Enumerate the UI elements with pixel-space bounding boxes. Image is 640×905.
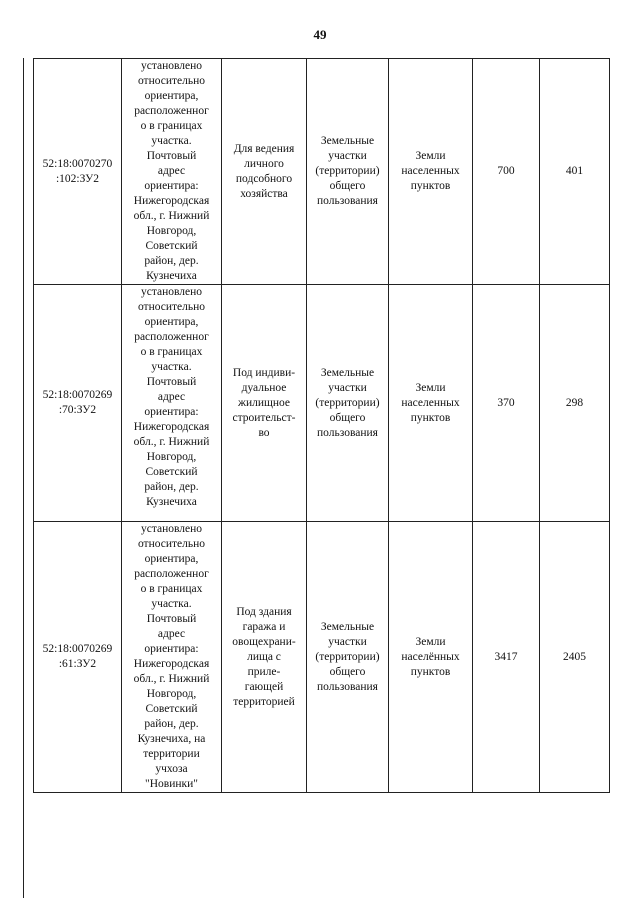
table-row [34, 522, 610, 793]
address-cell: установлено относительно ориентира, расположенног о в границах участка. Почтовый адрес ориентира: Нижегородская обл., г. Нижний Новгород, Советский район, дер. Кузнечиха, на территории учхоза "Новинки" [122, 522, 222, 793]
land-category-cell: Земли населенных пунктов [389, 59, 473, 285]
land-category-cell: Земли населенных пунктов [389, 285, 473, 522]
permitted-use-cell: Под индиви- дуальное жилищное строительст- во [222, 285, 307, 522]
margin-rule [23, 58, 24, 898]
zone-cell: Земельные участки (территории) общего пользования [307, 522, 389, 793]
land-category-cell: Земли населённых пунктов [389, 522, 473, 793]
area-cell: 370 [473, 285, 540, 522]
page-number: 49 [313, 27, 327, 42]
area-cell: 3417 [473, 522, 540, 793]
address-cell: установлено относительно ориентира, расположенног о в границах участка. Почтовый адрес ориентира: Нижегородская обл., г. Нижний Новгород, Советский район, дер. Кузнечиха [122, 285, 222, 522]
permitted-use-cell: Под здания гаража и овощехрани- лища с приле- гающей территорией [222, 522, 307, 793]
address-cell: установлено относительно ориентира, расположенног о в границах участка. Почтовый адрес ориентира: Нижегородская обл., г. Нижний Новгород, Советский район, дер. Кузнечиха [122, 59, 222, 285]
cadastral-number-cell: 52:18:0070269 :61:ЗУ2 [34, 522, 122, 793]
area-cell: 700 [473, 59, 540, 285]
zone-cell: Земельные участки (территории) общего пользования [307, 285, 389, 522]
area-part-cell: 298 [540, 285, 610, 522]
cadastral-number-cell: 52:18:0070270 :102:ЗУ2 [34, 59, 122, 285]
area-part-cell: 401 [540, 59, 610, 285]
table-row [34, 285, 610, 522]
area-part-cell: 2405 [540, 522, 610, 793]
zone-cell: Земельные участки (территории) общего пользования [307, 59, 389, 285]
permitted-use-cell: Для ведения личного подсобного хозяйства [222, 59, 307, 285]
table-row [34, 59, 610, 285]
land-plots-table [33, 58, 610, 793]
cadastral-number-cell: 52:18:0070269 :70:ЗУ2 [34, 285, 122, 522]
